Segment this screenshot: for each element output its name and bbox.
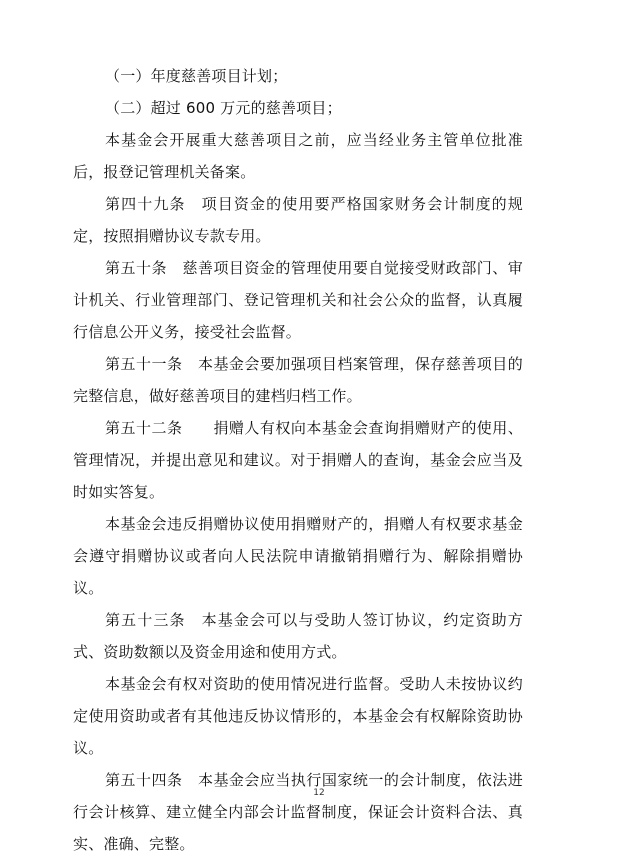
paragraph-donor-rights: 本基金会违反捐赠协议使用捐赠财产的，捐赠人有权要求基金会遵守捐赠协议或者向人民法院申请撤销捐赠行为、解除捐赠协议。 [73, 515, 523, 597]
article-51: 第五十一条 本基金会要加强项目档案管理，保存慈善项目的完整信息，做好慈善项目的建档归档工作。 [73, 355, 523, 405]
paragraph-supervision: 本基金会有权对资助的使用情况进行监督。受助人未按协议约定使用资助或者有其他违反协议情形的，本基金会有权解除资助协议。 [73, 675, 523, 757]
article-54: 第五十四条 本基金会应当执行国家统一的会计制度，依法进行会计核算、建立健全内部会计监督制度，保证会计资料合法、真实、准确、完整。 [73, 771, 523, 853]
page-number: 12 [313, 788, 325, 798]
article-53: 第五十三条 本基金会可以与受助人签订协议，约定资助方式、资助数额以及资金用途和使用方式。 [73, 611, 523, 661]
article-50: 第五十条 慈善项目资金的管理使用要自觉接受财政部门、审计机关、行业管理部门、登记管理机关和社会公众的监督，认真履行信息公开义务，接受社会监督。 [73, 259, 523, 341]
paragraph-filing-requirement: 本基金会开展重大慈善项目之前，应当经业务主管单位批准后，报登记管理机关备案。 [73, 131, 523, 181]
document-body [73, 60, 523, 860]
article-49: 第四十九条 项目资金的使用要严格国家财务会计制度的规定，按照捐赠协议专款专用。 [73, 195, 523, 245]
paragraph-item-2: （二）超过 600 万元的慈善项目； [105, 99, 342, 117]
paragraph-item-1: （一）年度慈善项目计划； [105, 67, 288, 85]
article-52: 第五十二条 捐赠人有权向本基金会查询捐赠财产的使用、管理情况，并提出意见和建议。对于捐赠人的查询，基金会应当及时如实答复。 [73, 419, 523, 501]
